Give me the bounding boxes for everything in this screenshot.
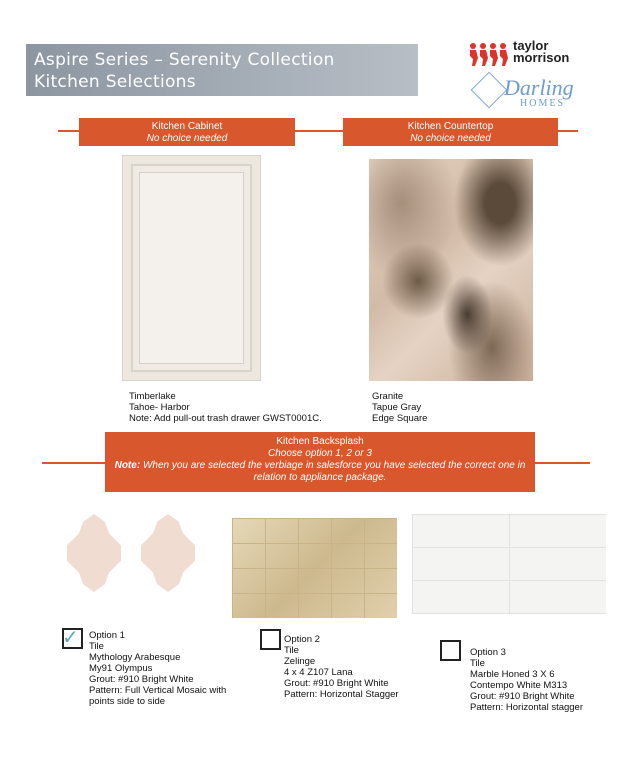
option-3-checkbox[interactable]: [440, 640, 461, 661]
option-2-details: [284, 634, 399, 700]
backsplash-banner: [105, 432, 535, 492]
cabinet-style: Tahoe- Harbor: [129, 402, 190, 413]
option-3-label: Option 3: [470, 647, 506, 658]
option-2-line: Grout: #910 Bright White: [284, 678, 389, 689]
page-subtitle: Kitchen Selections: [34, 72, 196, 92]
cabinet-banner: [79, 118, 295, 146]
zellige-tile-image: [232, 518, 397, 618]
logo-text-taylor: taylor: [513, 38, 549, 53]
option-1-line: My91 Olympus: [89, 663, 153, 674]
cabinet-note: Note: Add pull-out trash drawer GWST0001C.: [129, 413, 322, 424]
people-icon: [468, 42, 510, 66]
darling-logo-subtext: HOMES: [520, 98, 566, 109]
darling-diamond-icon: [471, 72, 508, 109]
countertop-material: Granite: [372, 391, 404, 402]
arabesque-tile-image: [67, 514, 121, 592]
granite-countertop-image: [369, 159, 533, 381]
option-3-line: Contempo White M313: [470, 680, 568, 691]
option-2-label: Option 2: [284, 634, 320, 645]
countertop-title: Kitchen Countertop: [407, 121, 494, 132]
taylor-morrison-logo: [468, 40, 598, 66]
cabinet-title: Kitchen Cabinet: [151, 121, 223, 132]
option-1-checkbox[interactable]: [62, 628, 83, 649]
page-title-bar: [26, 44, 418, 96]
option-3-line: Marble Honed 3 X 6: [470, 669, 555, 680]
option-1-line: Pattern: Full Vertical Mosaic with: [89, 685, 227, 696]
backsplash-note-text-2: relation to appliance package.: [253, 472, 387, 483]
logo-text-morrison: morrison: [513, 50, 570, 65]
cabinet-brand: Timberlake: [129, 391, 176, 402]
option-2-line: Zelinge: [284, 656, 316, 667]
cabinet-door-image: [122, 155, 261, 381]
option-2-line: Pattern: Horizontal Stagger: [284, 689, 399, 700]
checkmark-icon: ✓: [62, 627, 79, 649]
option-3-line: Pattern: Horizontal stagger: [470, 702, 584, 713]
backsplash-subtitle: Choose option 1, 2 or 3: [268, 448, 372, 459]
option-2-line: Tile: [284, 645, 299, 656]
option-3-line: Tile: [470, 658, 485, 669]
option-1-line: Grout: #910 Bright White: [89, 674, 194, 685]
countertop-color: Tapue Gray: [372, 402, 422, 413]
option-1-details: [89, 630, 226, 707]
countertop-caption: [372, 391, 427, 424]
darling-logo-text: Darling: [504, 75, 574, 100]
option-2-line: 4 x 4 Z107 Lana: [284, 667, 353, 678]
option-3-line: Grout: #910 Bright White: [470, 691, 575, 702]
page-title: Aspire Series – Serenity Collection: [34, 50, 335, 70]
backsplash-title: Kitchen Backsplash: [276, 436, 364, 447]
darling-homes-logo: [476, 75, 586, 109]
option-1-line: points side to side: [89, 696, 166, 707]
cabinet-caption: [129, 391, 322, 424]
countertop-banner: [343, 118, 558, 146]
option-2-checkbox[interactable]: [260, 629, 281, 650]
arabesque-tile-image: [141, 514, 195, 592]
countertop-edge: Edge Square: [372, 413, 428, 424]
backsplash-note-text: When you are selected the verbiage in salesforce you have selected the correct one in: [142, 460, 526, 471]
cabinet-subtitle: No choice needed: [146, 133, 228, 144]
option-1-line: Mythology Arabesque: [89, 652, 181, 663]
marble-tile-image: [412, 514, 606, 614]
countertop-subtitle: No choice needed: [410, 133, 491, 144]
option-1-line: Tile: [89, 641, 104, 652]
option-3-details: [470, 647, 583, 713]
backsplash-note-label: Note:: [114, 460, 141, 471]
option-1-label: Option 1: [89, 630, 125, 641]
